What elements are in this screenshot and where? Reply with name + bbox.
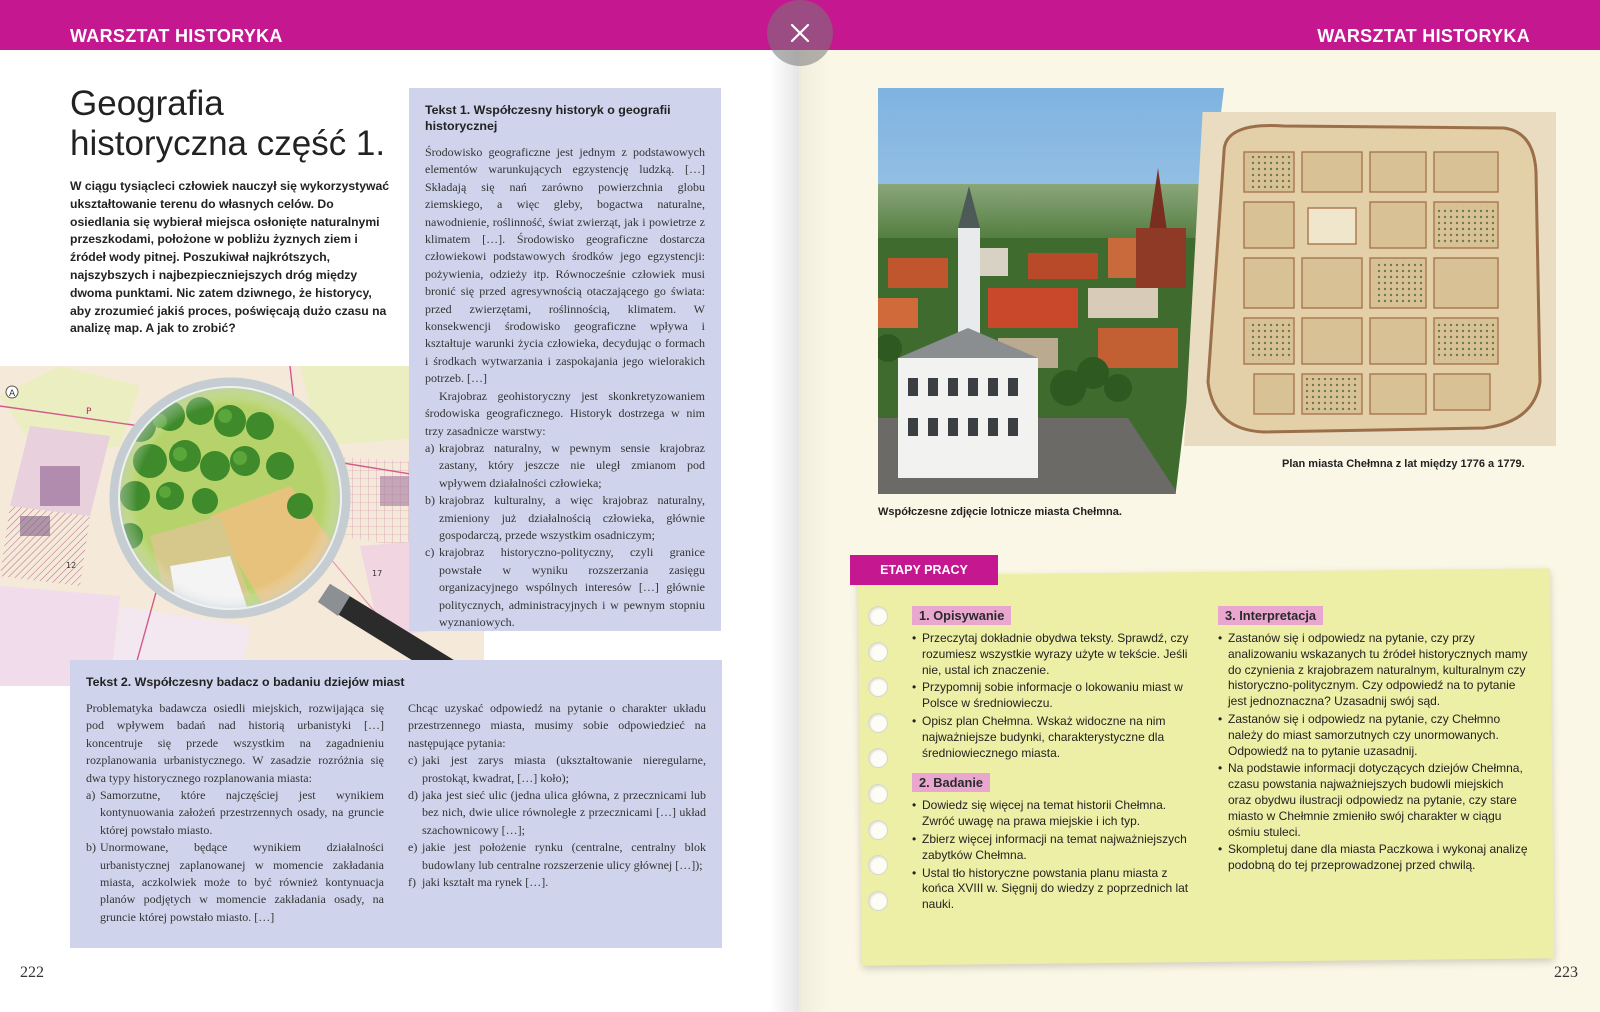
bullet-text: Ustal tło historyczne powstania planu miasta z końca XVIII w. Sięgnij do wiedzy z poprzednich lat nauki. [922, 865, 1189, 912]
text2-intro: Problematyka badawcza osiedli miejskich, rozwijająca się pod wpływem badań nad historią urbanistyki […] koncentruje się przede wszystkim na zagadnieniu rozplanowania urbanistycznego. W zasadzie rozróżnia się dwa typy historycznego rozplanowania miasta: [86, 701, 384, 785]
bullet-dot-icon: • [912, 631, 917, 645]
text1-item-a [425, 440, 705, 492]
item-text: Unormowane, będące wynikiem działalności urbanistycznej zaplanowanej w momencie zakładania miasta, aczkolwiek może to być również kontynuacja planów podjętych w momencie zakładania osady, na gruncie której powstało miasto. […] [100, 840, 384, 924]
intro-paragraph: W ciągu tysiącleci człowiek nauczył się wykorzystywać ukształtowanie terenu do własnych celów. Do osiedlania się wybierał miejsca osłonięte naturalnymi przeszkodami, położone w pobliżu żyznych ziem i źródeł wody pitnej. Poszukiwał najkrótszych, najszybszych i najbezpieczniejszych dróg między dwoma punktami. Nic zatem dziwnego, że historycy, aby zrozumieć jakiś proces, poświęcają dużo czasu na analizę map. A jak to zrobić? [70, 179, 390, 336]
item-letter: c) [425, 545, 435, 560]
aerial-photo-svg [878, 88, 1224, 494]
bullet-dot-icon: • [912, 831, 917, 846]
item-letter: d) [408, 788, 418, 803]
close-icon [788, 21, 812, 45]
item-text: jaki kształt ma rynek […]. [422, 875, 549, 890]
item-text: jakie jest położenie rynku (centralne, centralny blok budowlany lub centralne rozszerzenie ulicy głównej […]); [422, 840, 706, 872]
item-text: krajobraz historyczno-polityczny, czyli granice powstałe w wyniku rozszerzania zasięgu organizacyjnego wspólnych interesów […] głównie politycznych, administracyjnych i w pewnym stopniu wyznaniowych. [439, 545, 705, 629]
map-label-17: 17 [372, 569, 383, 578]
item-letter: f) [408, 875, 416, 890]
item-letter: e) [408, 840, 418, 855]
bullet-text: Skompletuj dane dla miasta Paczkowa i wykonaj analizę podobną do tej przeprowadzonej przed chwilą. [1228, 842, 1528, 873]
bullet-dot-icon: • [1218, 761, 1223, 776]
item-text: Samorzutne, które najczęściej jest wynikiem kontynuowania założeń przestrzennych osady, na gruncie której powstało miasto. [100, 788, 384, 837]
item-text: krajobraz naturalny, w pewnym sensie krajobraz zastany, który jeszcze nie uległ zmianom pod wpływem działalności człowieka; [439, 440, 705, 490]
step-heading-interpretacja: 3. Interpretacja [1218, 606, 1323, 625]
item-text: jaka jest sieć ulic (jedna ulica główna, z przecznicami lub bez nich, dwie ulice równoległe z przecznicami […] układ szachownicowy […]; [422, 788, 706, 837]
steps-column-right [1218, 606, 1528, 876]
market-square-drawing [1308, 208, 1356, 244]
binder-hole [868, 677, 888, 697]
text1-item-c [425, 544, 705, 631]
binder-hole [868, 713, 888, 733]
map-label-p: P [86, 407, 92, 417]
book-spine-shadow [770, 50, 830, 1012]
historical-plan-svg [1184, 112, 1556, 446]
text2-item-f [408, 874, 706, 891]
text2-item-d [408, 787, 706, 839]
binder-hole [868, 891, 888, 911]
text1-paragraph-1: Środowisko geograficzne jest jednym z podstawowych elementów warunkujących egzystencję ludzką. […] Składają się nań zarówno powierzchnia globu ziemskiego, a więc gleby, bogactwa naturalne, nawodnienie, roślinność, świat zwierząt, jak i powietrze z klimatem […]. Środowisko geograficzne dostarcza człowiekowi podstawowych środków jego egzystencji: pożywienia, odzieży itp. Równocześnie człowiek musi bronić się przed agresywnością otaczającego go świata: przed zwierzętami, roślinnością, klimatem. W konsekwencji środowisko geograficzne wpływa i kształtuje warunki życia człowieka, decydując o formach i środkach wytwarzania i zaspokajania jego wielorakich potrzeb. […] [425, 145, 705, 386]
map-label-12: 12 [66, 561, 77, 570]
aerial-photo-chelmno [878, 88, 1224, 494]
text1-box [409, 88, 721, 631]
title-line-1: Geografia [70, 84, 224, 123]
step-bullet [912, 832, 1202, 864]
step-bullet [912, 798, 1202, 830]
bullet-dot-icon: • [912, 798, 917, 813]
header-bar-right [800, 0, 1600, 50]
bullet-text: Zastanów się i odpowiedz na pytanie, czy przy analizowaniu wskazanych tu źródeł historycznych mamy do czynienia z krajobrazem naturalnym, kulturalnym czy historyczno-politycznym. Czy odpowiedź na to pytanie jest jednoznaczna? Uzasadnij swój sąd. [1228, 631, 1528, 709]
binder-hole [868, 820, 888, 840]
text2-item-c [408, 752, 706, 787]
step-bullet [912, 680, 1202, 712]
binder-hole [868, 784, 888, 804]
bullet-text: Zastanów się i odpowiedz na pytanie, czy Chełmno należy do miast samorzutnych czy unormowanych. Odpowiedź na to pytanie uzasadnij. [1228, 711, 1501, 758]
title-line-2: historyczna część 1. [70, 124, 386, 163]
step-bullet [1218, 761, 1528, 840]
bullet-dot-icon: • [1218, 711, 1223, 726]
bullet-dot-icon: • [912, 713, 917, 728]
item-letter: b) [425, 493, 435, 508]
bullet-dot-icon: • [1218, 631, 1223, 645]
bullet-dot-icon: • [912, 680, 917, 695]
page-number-right: 223 [1554, 964, 1578, 981]
steps-column-left [912, 606, 1202, 915]
text2-right-intro: Chcąc uzyskać odpowiedź na pytanie o charakter układu przestrzennego miasta, musimy sobie odpowiedzieć na następujące pytania: [408, 701, 706, 750]
close-button[interactable] [767, 0, 833, 66]
step-heading-badanie: 2. Badanie [912, 773, 990, 792]
item-letter: a) [86, 788, 96, 803]
section-label-left: WARSZTAT HISTORYKA [70, 26, 283, 46]
step-bullet [912, 714, 1202, 761]
page-number-left: 222 [20, 964, 44, 981]
text2-item-b [86, 839, 384, 926]
bullet-text: Opisz plan Chełmna. Wskaż widoczne na nim najważniejsze budynki, charakterystyczne dla średniowiecznego miasta. [922, 713, 1166, 760]
bullet-text: Przeczytaj dokładnie obydwa teksty. Sprawdź, czy rozumiesz wszystkie wyrazy użyte w tekście. Jeśli nie, ustal ich znaczenie. [922, 631, 1189, 677]
item-text: jaki jest zarys miasta (ukształtowanie nieregularne, prostokąt, kwadrat, […] koło); [422, 753, 706, 785]
step-bullet [912, 631, 1202, 678]
bullet-dot-icon: • [912, 865, 917, 880]
caption-photo: Współczesne zdjęcie lotnicze miasta Chełmna. [878, 506, 1122, 518]
map-label-a: A [9, 389, 16, 399]
step-heading-opisywanie: 1. Opisywanie [912, 606, 1011, 625]
step-bullet [912, 866, 1202, 913]
item-letter: c) [408, 753, 418, 768]
bullet-text: Na podstawie informacji dotyczących dziejów Chełmna, czasu powstania najważniejszych budowli miejskich oraz obydwu ilustracji odpowiedz na pytanie, czy stare miasto w Chełmnie zmieniło swój charakter w ciągu ośmiu stuleci. [1228, 761, 1523, 839]
historical-plan-chelmno [1184, 112, 1556, 446]
step-bullet [1218, 631, 1528, 710]
text2-title: Tekst 2. Współczesny badacz o badaniu dziejów miast [86, 675, 405, 689]
binder-hole [868, 606, 888, 626]
bullet-text: Dowiedz się więcej na temat historii Chełmna. Zwróć uwagę na prawa miejskie i ich typ. [922, 798, 1167, 829]
binder-hole [868, 748, 888, 768]
item-text: krajobraz kulturalny, a więc krajobraz naturalny, zmieniony już działalnością człowieka, głównie gospodarczą, przede wszystkim osadniczym; [439, 493, 705, 542]
text1-paragraph-2: Krajobraz geohistoryczny jest skonkretyzowaniem środowiska geograficznego. Historyk dostrzega w nim trzy zasadnicze warstwy: [425, 388, 705, 438]
item-letter: b) [86, 840, 96, 855]
bullet-text: Zbierz więcej informacji na temat najważniejszych zabytków Chełmna. [922, 831, 1187, 862]
text2-left-column [86, 700, 384, 926]
bullet-text: Przypomnij sobie informacje o lokowaniu miast w Polsce w średniowieczu. [922, 680, 1183, 711]
text1-item-b [425, 492, 705, 544]
section-label-right: WARSZTAT HISTORYKA [1317, 26, 1530, 46]
text1-title: Tekst 1. Współczesny historyk o geografii historycznej [425, 103, 671, 133]
step-bullet [1218, 842, 1528, 874]
text2-box [70, 660, 722, 948]
binder-hole [868, 855, 888, 875]
text2-item-e [408, 839, 706, 874]
notepad-holes [868, 606, 892, 926]
text2-item-a [86, 787, 384, 839]
caption-plan: Plan miasta Chełmna z lat między 1776 a 1779. [1282, 458, 1525, 470]
text2-right-column [408, 700, 706, 926]
bullet-dot-icon: • [1218, 842, 1223, 857]
step-bullet [1218, 712, 1528, 759]
item-letter: a) [425, 440, 435, 455]
header-bar-left [0, 0, 800, 50]
binder-hole [868, 642, 888, 662]
etapy-pracy-tab: ETAPY PRACY [850, 555, 998, 585]
page-title [70, 84, 400, 164]
